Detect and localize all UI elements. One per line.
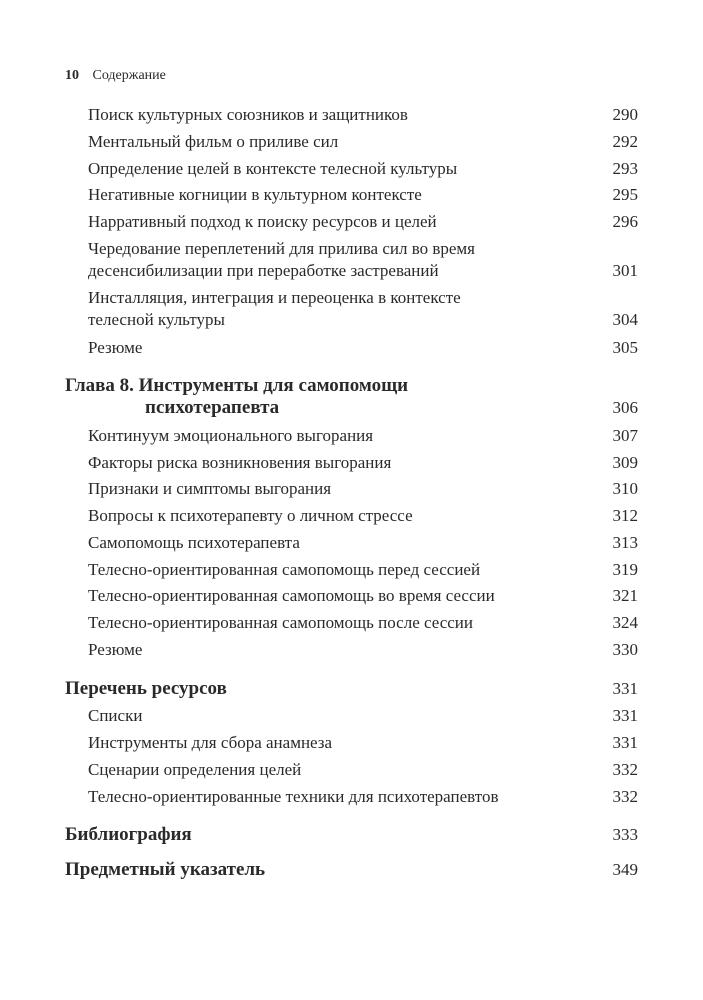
section-page: 349 bbox=[612, 860, 638, 879]
toc-entry[interactable] bbox=[88, 211, 638, 233]
toc-resources[interactable] bbox=[65, 678, 638, 700]
toc-entry[interactable] bbox=[88, 287, 638, 331]
section-page: 331 bbox=[612, 679, 638, 698]
toc-entry[interactable] bbox=[88, 532, 638, 554]
toc-entry[interactable] bbox=[88, 639, 638, 661]
toc-entry[interactable] bbox=[88, 337, 638, 359]
toc-entry-title: Резюме bbox=[88, 640, 143, 659]
toc-entry[interactable] bbox=[88, 559, 638, 581]
toc-entry-title: Телесно-ориентированная самопомощь перед сессией bbox=[88, 560, 481, 579]
toc-entry-page: 307 bbox=[612, 426, 638, 445]
toc-entry-page: 324 bbox=[612, 613, 638, 632]
toc-entry-page: 312 bbox=[612, 506, 638, 525]
toc-entry-title: Телесно-ориентированные техники для психотерапевтов bbox=[88, 787, 499, 806]
toc-entry[interactable] bbox=[88, 184, 638, 206]
section-heading: Предметный указатель bbox=[65, 859, 266, 880]
toc-entry-title: Признаки и симптомы выгорания bbox=[88, 479, 332, 498]
toc-entry-page: 313 bbox=[612, 533, 638, 552]
toc-entry-page: 305 bbox=[612, 338, 638, 357]
toc-entry-title-line2: телесной культуры bbox=[88, 310, 225, 329]
toc-entry-page: 319 bbox=[612, 560, 638, 579]
toc-entry-page: 310 bbox=[612, 479, 638, 498]
chapter-title-line2: психотерапевта bbox=[145, 397, 280, 418]
toc-entry-page: 295 bbox=[612, 185, 638, 204]
toc-entry[interactable] bbox=[88, 759, 638, 781]
toc-entry-title: Континуум эмоционального выгорания bbox=[88, 426, 374, 445]
toc-entry-title: Вопросы к психотерапевту о личном стрессе bbox=[88, 506, 413, 525]
toc-entry-page: 293 bbox=[612, 159, 638, 178]
toc-entry[interactable] bbox=[88, 452, 638, 474]
toc-entry-title: Телесно-ориентированная самопомощь после сессии bbox=[88, 613, 473, 632]
toc-entry-title: Телесно-ориентированная самопомощь во время сессии bbox=[88, 586, 495, 605]
toc-entry-page: 332 bbox=[612, 760, 638, 779]
toc-entry[interactable] bbox=[88, 104, 638, 126]
toc-entry-page: 309 bbox=[612, 453, 638, 472]
toc-entry-title: Резюме bbox=[88, 338, 143, 357]
toc-entry[interactable] bbox=[88, 786, 638, 808]
toc-entry-title: Сценарии определения целей bbox=[88, 760, 302, 779]
toc-entry-title-line1: Инсталляция, интеграция и переоценка в контексте bbox=[88, 288, 461, 307]
toc-entry-page: 331 bbox=[612, 733, 638, 752]
toc-entry-title-line2: десенсибилизации при переработке застреваний bbox=[88, 261, 439, 280]
chapter-title-line1: Глава 8. Инструменты для самопомощи bbox=[65, 375, 409, 396]
toc-entry-title: Списки bbox=[88, 706, 143, 725]
toc-entry-page: 296 bbox=[612, 212, 638, 231]
toc-entry[interactable] bbox=[88, 705, 638, 727]
toc-index[interactable] bbox=[65, 859, 638, 881]
section-page: 333 bbox=[612, 825, 638, 844]
toc-entry-title: Инструменты для сбора анамнеза bbox=[88, 733, 333, 752]
toc-entry-page: 330 bbox=[612, 640, 638, 659]
toc-entry[interactable] bbox=[88, 585, 638, 607]
toc-entry[interactable] bbox=[88, 612, 638, 634]
toc-entry[interactable] bbox=[88, 478, 638, 500]
toc-entry-title: Определение целей в контексте телесной культуры bbox=[88, 159, 458, 178]
toc-entry[interactable] bbox=[88, 505, 638, 527]
toc-entry-title: Поиск культурных союзников и защитников bbox=[88, 105, 408, 124]
toc-chapter-8[interactable] bbox=[65, 375, 638, 419]
toc-entry-title: Негативные когниции в культурном контексте bbox=[88, 185, 422, 204]
section-heading: Перечень ресурсов bbox=[65, 678, 227, 699]
toc-entry-page: 321 bbox=[612, 586, 638, 605]
toc-bibliography[interactable] bbox=[65, 824, 638, 846]
toc-entry-title: Самопомощь психотерапевта bbox=[88, 533, 300, 552]
toc-entry[interactable] bbox=[88, 732, 638, 754]
chapter-page: 306 bbox=[612, 398, 638, 417]
toc-entry-page: 331 bbox=[612, 706, 638, 725]
running-header bbox=[65, 68, 166, 84]
toc-entry-page: 290 bbox=[612, 105, 638, 124]
toc-entry-title-line1: Чередование переплетений для прилива сил во время bbox=[88, 239, 475, 258]
toc-entry[interactable] bbox=[88, 425, 638, 447]
section-heading: Библиография bbox=[65, 824, 192, 845]
toc-entry-page: 332 bbox=[612, 787, 638, 806]
toc-entry-page: 301 bbox=[612, 261, 638, 280]
toc-entry[interactable] bbox=[88, 158, 638, 180]
toc-entry-title: Факторы риска возникновения выгорания bbox=[88, 453, 392, 472]
toc-entry-page: 304 bbox=[612, 310, 638, 329]
toc-entry-title: Нарративный подход к поиску ресурсов и целей bbox=[88, 212, 437, 231]
page-number: 10 bbox=[65, 68, 79, 83]
toc-entry-title: Ментальный фильм о приливе сил bbox=[88, 132, 339, 151]
toc-entry[interactable] bbox=[88, 238, 638, 282]
section-title: Содержание bbox=[92, 68, 166, 83]
toc-entry[interactable] bbox=[88, 131, 638, 153]
toc-entry-page: 292 bbox=[612, 132, 638, 151]
